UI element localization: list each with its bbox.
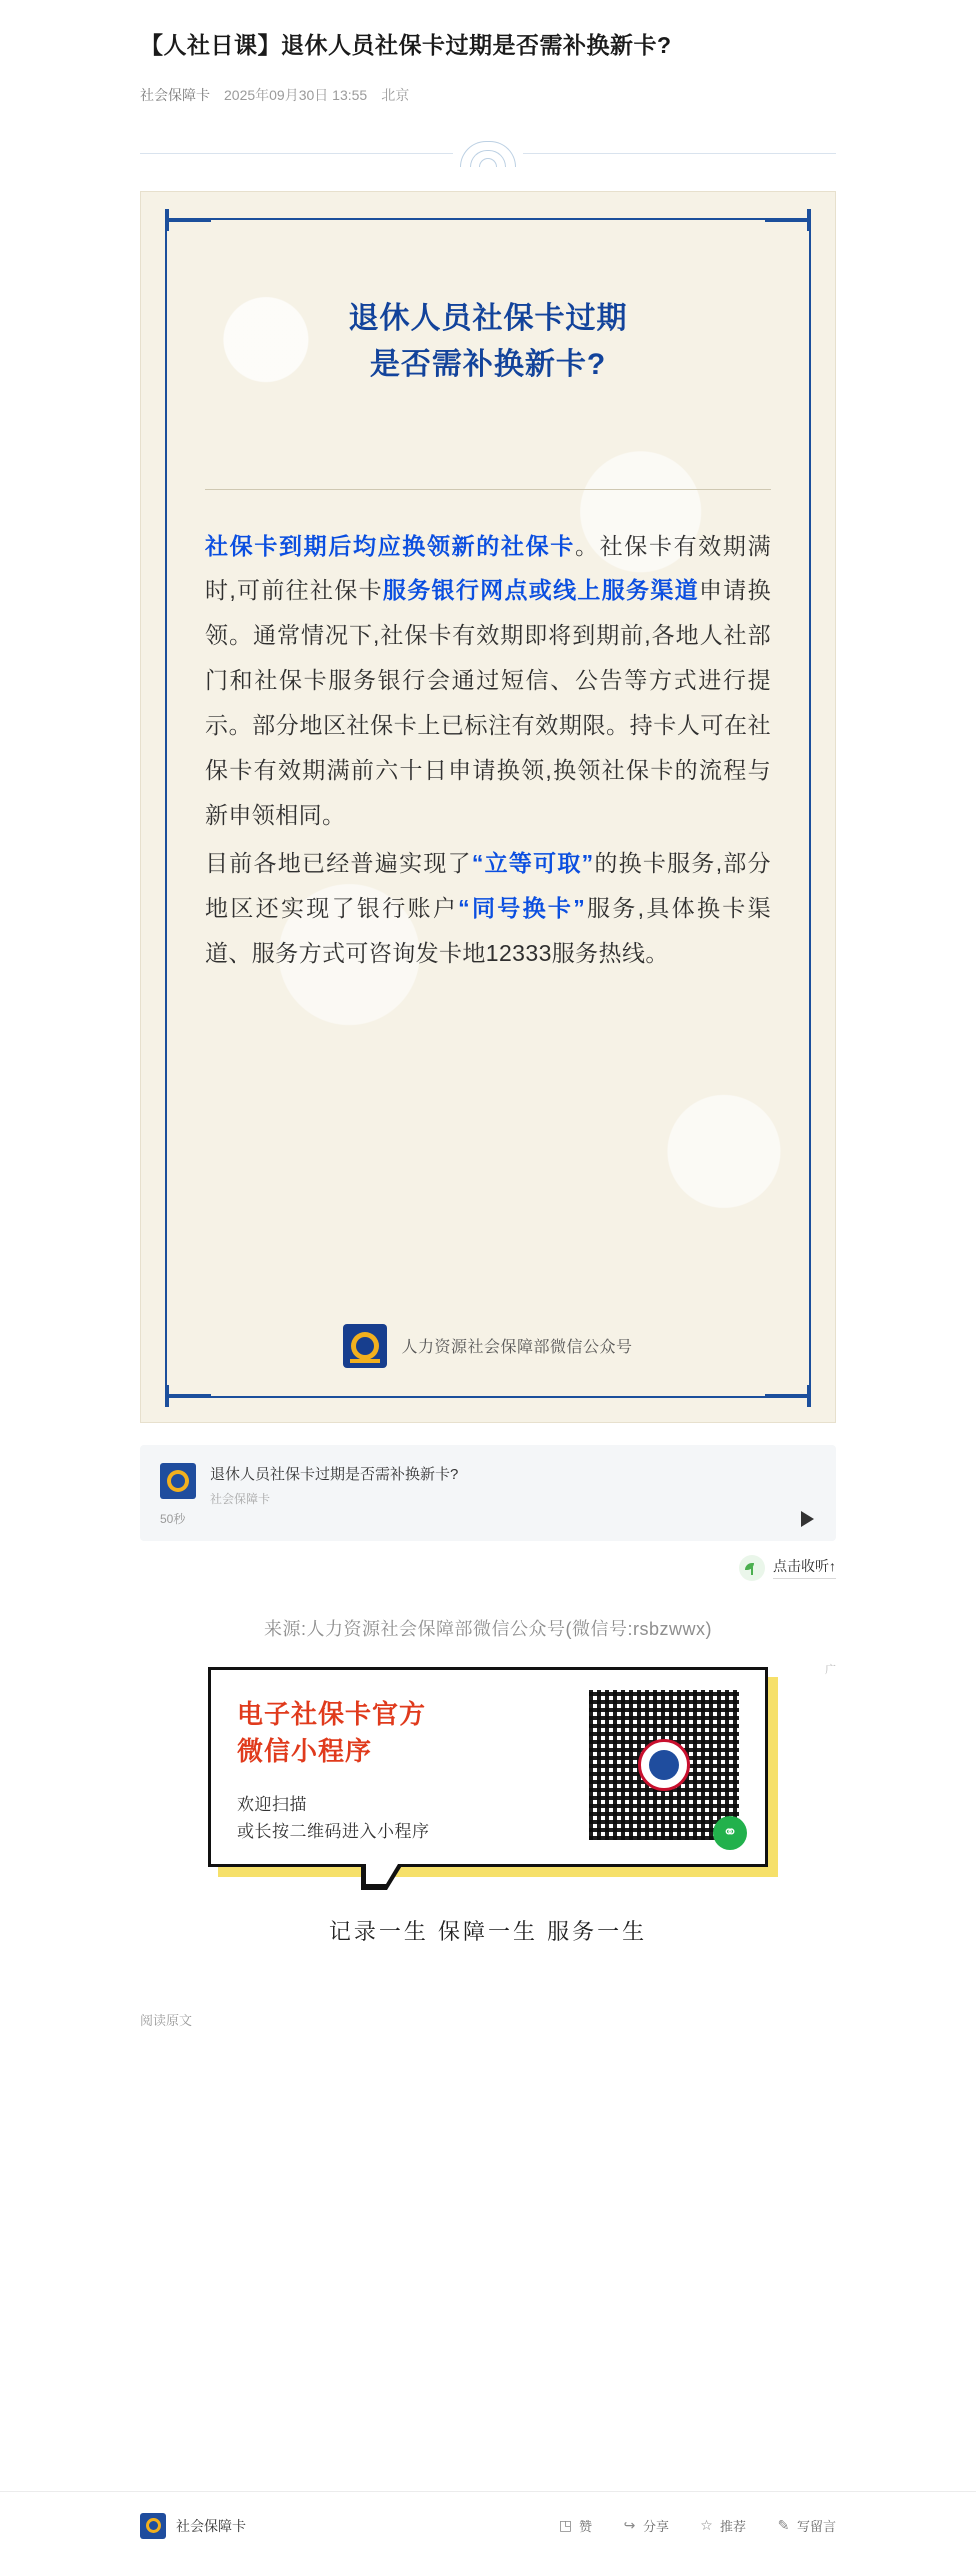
share-button[interactable] [622, 2516, 669, 2535]
poster-title-rule [205, 489, 771, 490]
miniprogram-banner-wrap [140, 1663, 836, 1946]
comment-button[interactable] [776, 2516, 836, 2535]
banner-subtext [237, 1791, 430, 1845]
wechat-icon: ⚭ [713, 1816, 747, 1850]
audio-text-group [210, 1463, 458, 1507]
qr-code-icon[interactable] [589, 1690, 739, 1840]
share-icon: ↪ [623, 2517, 636, 2533]
meta-source[interactable]: 社会保障卡 [140, 86, 210, 103]
arc-ornament-icon [453, 141, 523, 167]
poster-lead-highlight: 社保卡到期后均应换领新的社保卡 [205, 532, 575, 559]
poster-p2-part1: 目前各地已经普遍实现了 [205, 850, 472, 877]
audio-title: 退休人员社保卡过期是否需补换新卡? [210, 1465, 459, 1483]
sprout-icon [739, 1555, 765, 1581]
poster-title-line-1: 退休人员社保卡过期 [348, 301, 628, 335]
banner-sub-line-2: 或长按二维码进入小程序 [237, 1822, 430, 1842]
poster-p1-part1: 。社保卡有效期满时,可前往社保卡 [205, 532, 771, 604]
banner-speech-tail [361, 1864, 403, 1890]
audio-player-info [160, 1463, 816, 1507]
poster-footer [167, 1324, 809, 1368]
mohrss-emblem-icon [343, 1324, 387, 1368]
poster-paragraph-1 [205, 524, 771, 838]
audio-thumbnail-icon [160, 1463, 196, 1499]
thumbs-up-icon: ◳ [558, 2517, 573, 2533]
corner-ornament-top-right [765, 209, 811, 231]
bottom-actions [558, 2516, 836, 2535]
poster-p1-strong: 服务银行网点或线上服务渠道 [382, 577, 699, 604]
comment-label: 写留言 [796, 2519, 836, 2534]
divider-line-left [140, 153, 453, 154]
play-icon[interactable] [801, 1511, 814, 1527]
audio-duration: 50秒 [160, 1511, 186, 1526]
poster-p2-part3: 服务,具体换卡渠道、服务方式可咨询发卡地12333服务热线。 [205, 895, 772, 967]
banner-sub-line-1: 欢迎扫描 [237, 1794, 307, 1814]
banner-heading-line-1: 电子社保卡官方 [237, 1698, 427, 1729]
meta-datetime: 2025年09月30日 13:55 [224, 86, 368, 103]
poster-p2-strong-1: “立等可取” [471, 850, 594, 877]
article-header [0, 0, 976, 105]
banner-heading-line-2: 微信小程序 [237, 1736, 373, 1767]
divider-ornament [140, 141, 836, 167]
page-title: 【人社日课】退休人员社保卡过期是否需补换新卡? [140, 32, 672, 58]
poster-frame [165, 218, 811, 1398]
audio-player-card[interactable] [140, 1445, 836, 1541]
listen-hint-label[interactable]: 点击收听↑ [773, 1556, 836, 1579]
article-meta [140, 85, 836, 105]
source-line: 来源:人力资源社会保障部微信公众号(微信号:rsbzwwx) [264, 1618, 712, 1639]
poster-body [205, 524, 771, 976]
poster-title-line-2: 是否需补换新卡? [369, 348, 607, 381]
account-entry[interactable] [140, 2513, 246, 2539]
account-name: 社会保障卡 [176, 2517, 246, 2534]
corner-ornament-top-left [165, 209, 211, 231]
banner-heading [237, 1696, 430, 1771]
poster-p1-part2: 申请换领。通常情况下,社保卡有效期即将到期前,各地人社部门和社保卡服务银行会通过短信、公告等方式进行提示。部分地区社保卡上已标注有效期限。持卡人可在社保卡有效期满前六十日申请换领,换领社保卡的流程与新申领相同。 [205, 577, 772, 828]
like-label: 赞 [578, 2519, 592, 2534]
divider-line-right [523, 153, 836, 154]
recommend-button[interactable] [699, 2516, 746, 2535]
comment-icon: ✎ [777, 2517, 790, 2533]
corner-ornament-bottom-left [165, 1385, 211, 1407]
bottom-action-bar [0, 2491, 976, 2559]
corner-ornament-bottom-right [765, 1385, 811, 1407]
audio-subtitle: 社会保障卡 [210, 1491, 271, 1506]
star-icon: ☆ [700, 2517, 713, 2533]
banner-slogan: 记录一生 保障一生 服务一生 [328, 1918, 648, 1944]
account-avatar-icon [140, 2513, 166, 2539]
like-button[interactable] [558, 2516, 592, 2535]
banner-text-group [237, 1696, 430, 1846]
listen-hint-row [140, 1555, 836, 1581]
read-original-link[interactable]: 阅读原文 [140, 2012, 193, 2028]
recommend-label: 推荐 [719, 2519, 746, 2534]
meta-location: 北京 [381, 86, 410, 103]
ad-mark-label: 广 [825, 1663, 836, 1676]
poster-p2-strong-2: “同号换卡” [458, 895, 586, 922]
poster-title [205, 296, 771, 389]
poster-paragraph-2 [205, 841, 771, 976]
poster-footer-label: 人力资源社会保障部微信公众号 [401, 1339, 633, 1356]
miniprogram-banner[interactable] [208, 1667, 768, 1867]
poster-card [140, 191, 836, 1423]
share-label: 分享 [642, 2519, 669, 2534]
poster-p2-part2: 的换卡服务,部分地区还实现了银行账户 [205, 850, 772, 922]
